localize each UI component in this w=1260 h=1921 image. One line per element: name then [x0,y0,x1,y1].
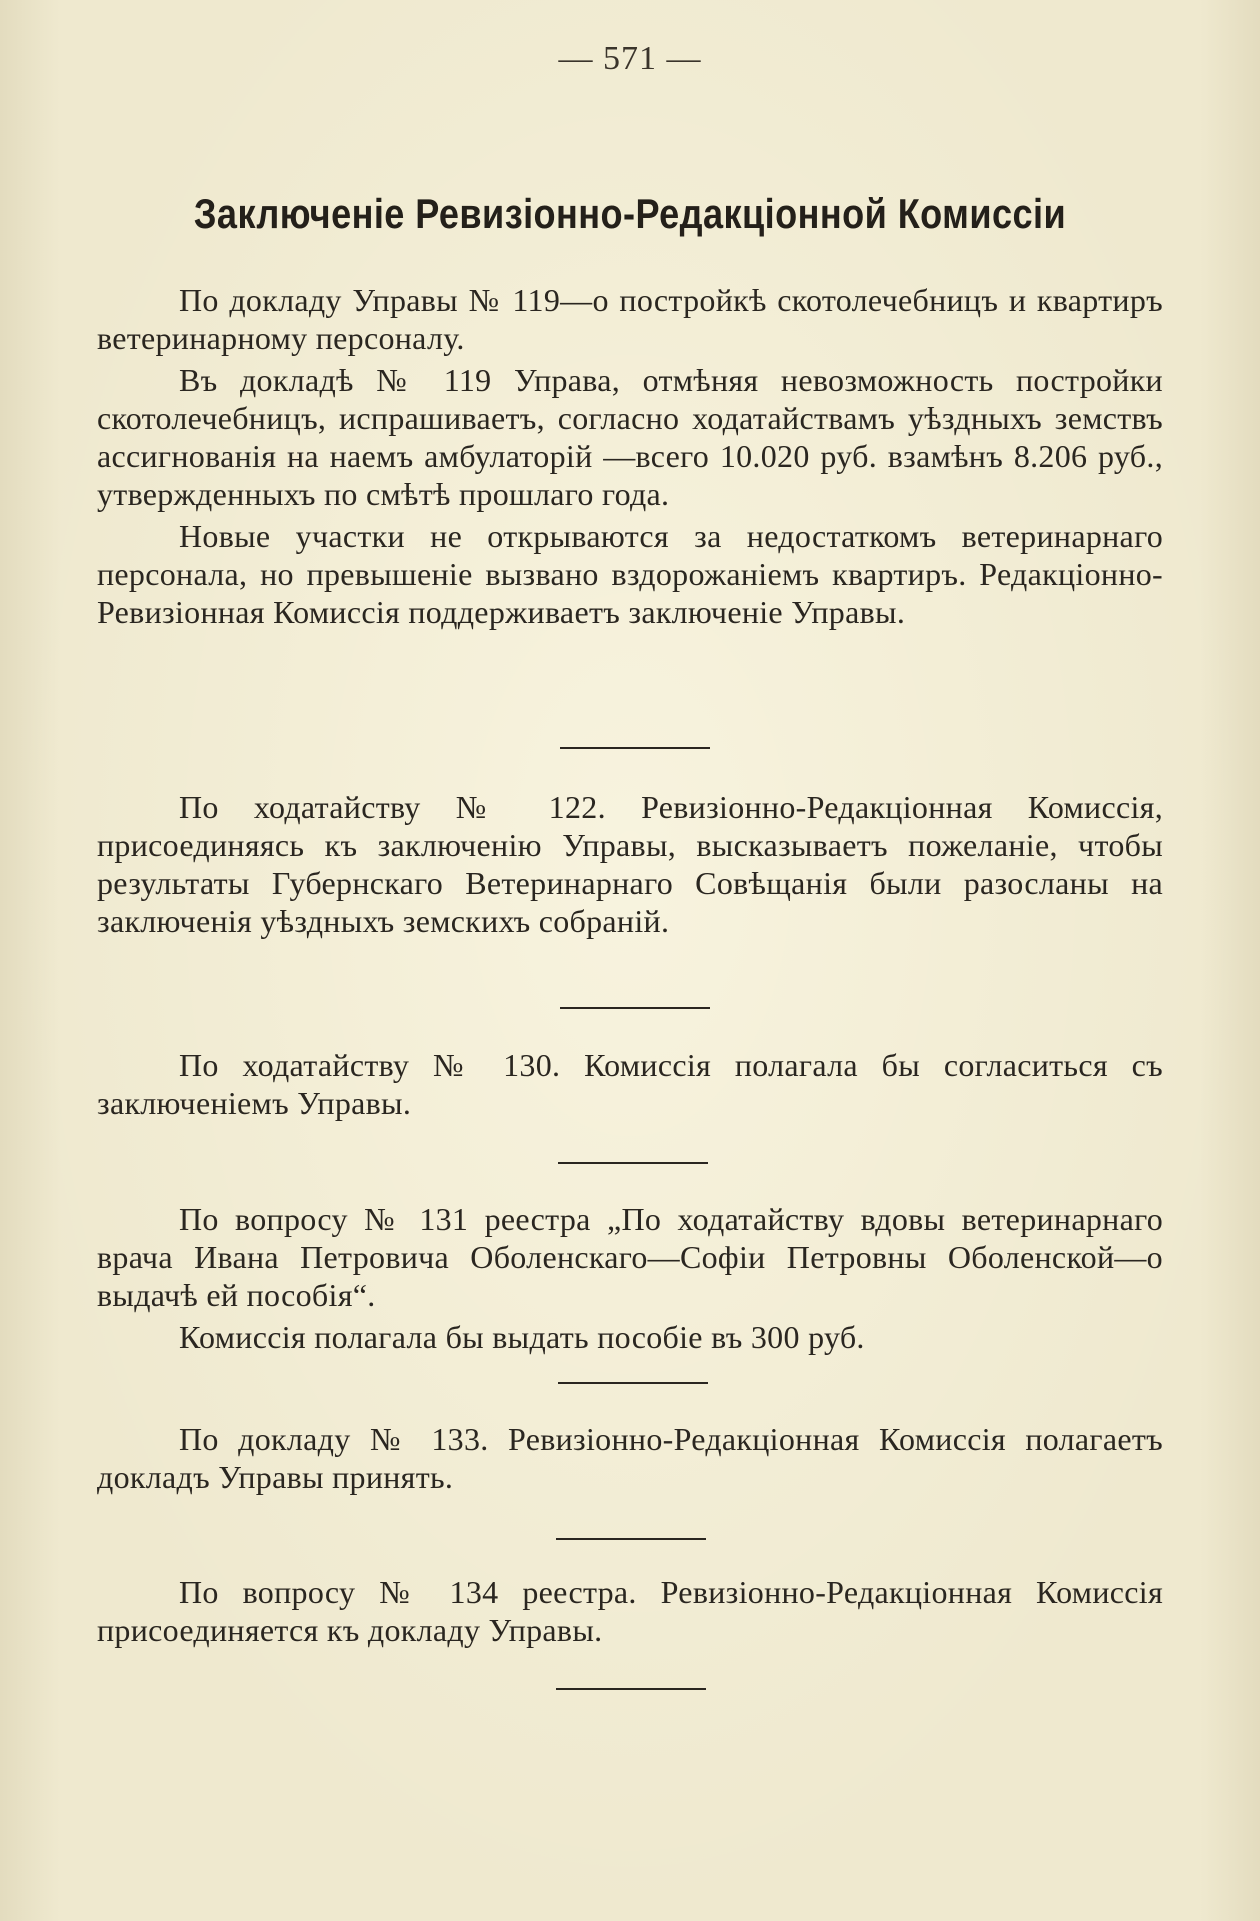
section-divider [560,747,710,749]
section-divider [558,1162,708,1164]
section-3 [97,1046,1163,1126]
section-divider [560,1007,710,1009]
paragraph: По докладу Управы № 119—о постройкѣ скотолечебницъ и квартиръ ветеринарному персоналу. [97,282,1163,356]
section-divider [556,1688,706,1690]
paragraph: По ходатайству № 130. Комиссія полагала бы согласиться съ заключеніемъ Управы. [97,1047,1163,1121]
paragraph: Новые участки не открываются за недостаткомъ ветеринарнаго персонала, но превышеніе вызвано вздорожаніемъ квартиръ. Редакціонно-Ревизіонная Комиссія поддерживаетъ заключеніе Управы. [97,518,1163,630]
section-2 [97,788,1163,944]
paragraph: Въ докладѣ № 119 Управа, отмѣняя невозможность постройки скотолечебницъ, испрашиваетъ, согласно ходатайствамъ уѣздныхъ земствъ ассигнованія на наемъ амбулаторій —всего 10.020 руб. взамѣнъ 8.206 руб., утвержденныхъ по смѣтѣ прошлаго года. [97,362,1163,512]
paragraph: По вопросу № 131 реестра „По ходатайству вдовы ветеринарнаго врача Ивана Петровича Оболенскаго—Софіи Петровны Оболенской—о выдачѣ ей пособія“. [97,1201,1163,1313]
section-4 [97,1200,1163,1360]
section-6 [97,1573,1163,1653]
page-number: — 571 — [558,40,702,77]
section-1 [97,281,1163,635]
page-title: Заключеніе Ревизіонно-Редакціонной Комиссіи [193,190,1067,237]
paragraph: Комиссія полагала бы выдать пособіе въ 300 руб. [179,1319,865,1355]
section-divider [558,1382,708,1384]
section-5 [97,1420,1163,1500]
paragraph: По ходатайству № 122. Ревизіонно-Редакціонная Комиссія, присоединяясь къ заключенію Управы, высказываетъ пожеланіе, чтобы результаты Губернскаго Ветеринарнаго Совѣщанія были разосланы на заключенія уѣздныхъ земскихъ собраній. [97,789,1163,939]
paragraph: По докладу № 133. Ревизіонно-Редакціонная Комиссія полагаетъ докладъ Управы принять. [97,1421,1163,1495]
section-divider [556,1538,706,1540]
paragraph: По вопросу № 134 реестра. Ревизіонно-Редакціонная Комиссія присоединяется къ докладу Управы. [97,1574,1163,1648]
